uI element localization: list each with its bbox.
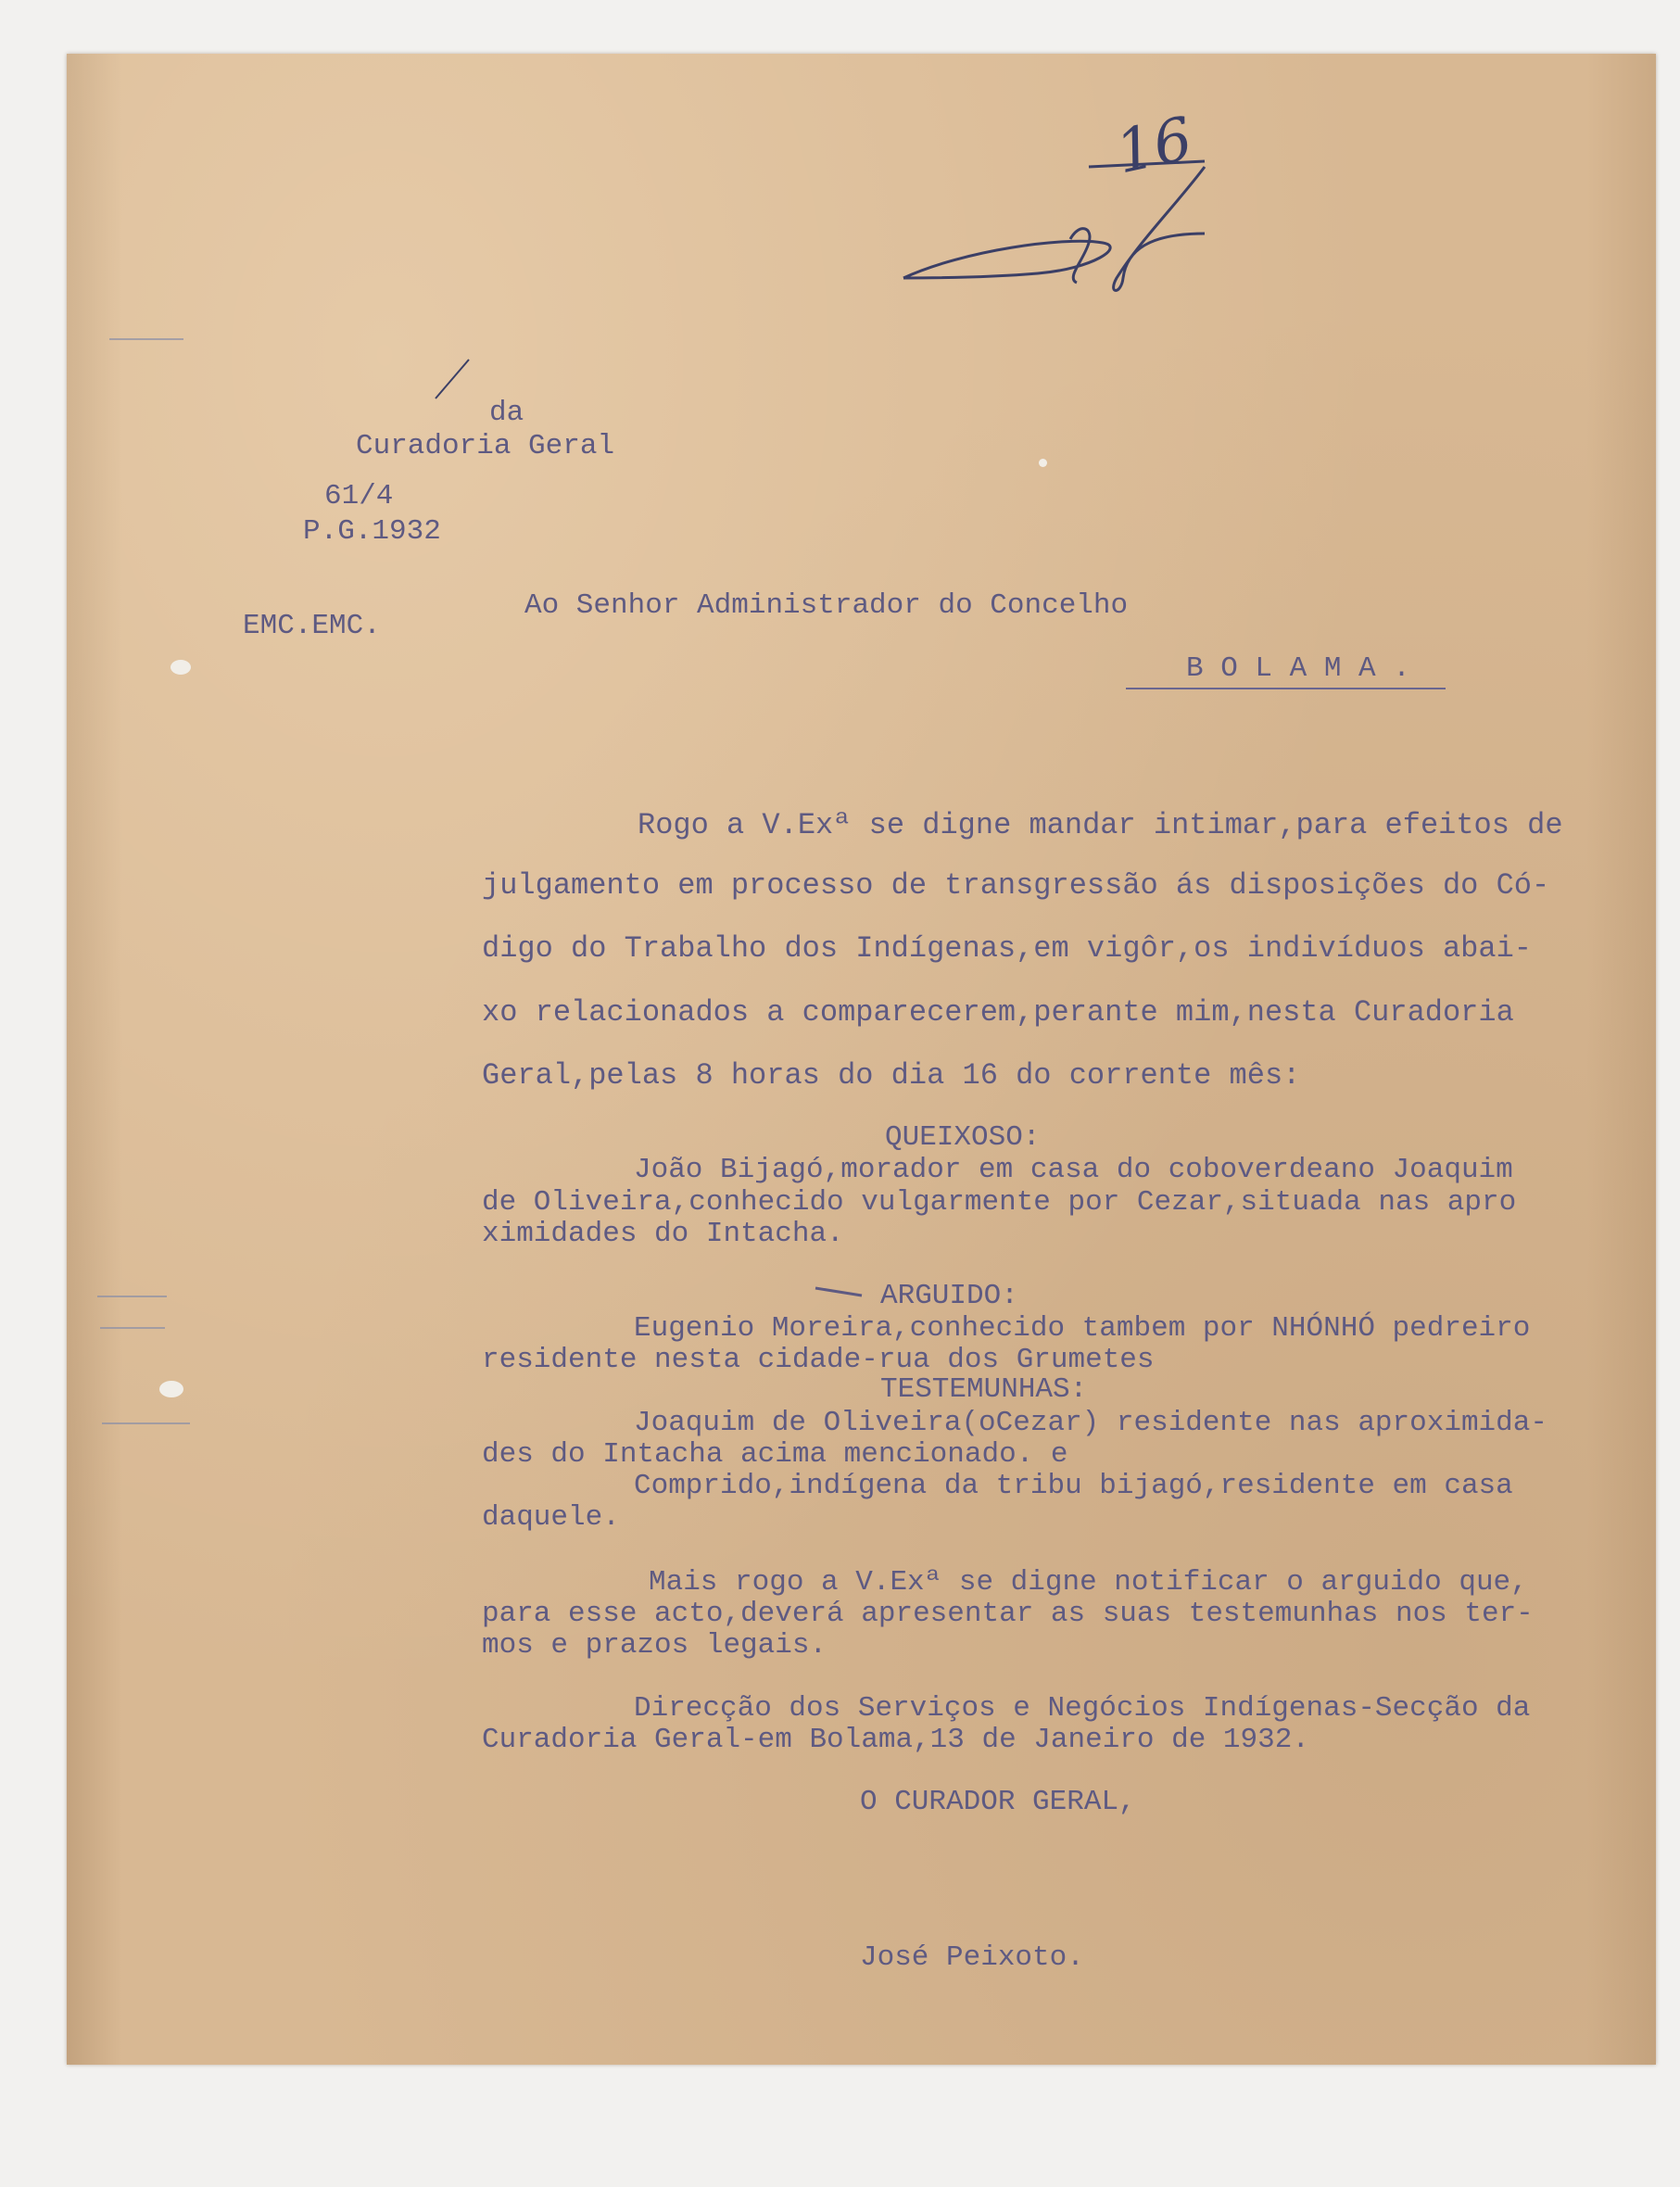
complainant-line-1: João Bijagó,morador em casa do coboverdeano Joaquim bbox=[634, 1154, 1513, 1186]
accused-line-1: Eugenio Moreira,conhecido tambem por NHÓNHÓ pedreiro bbox=[634, 1312, 1531, 1345]
witnesses-line-1: Joaquim de Oliveira(oCezar) residente nas aproximida- bbox=[634, 1407, 1547, 1439]
addressee-line: Ao Senhor Administrador do Concelho bbox=[524, 589, 1129, 622]
para2-line-2: para esse acto,deverá apresentar as suas testemunhas nos ter- bbox=[482, 1598, 1534, 1630]
place-underline bbox=[1126, 688, 1446, 689]
typist-initials: EMC.EMC. bbox=[243, 610, 381, 642]
complainant-line-3: ximidades do Intacha. bbox=[482, 1218, 844, 1250]
complainant-heading: QUEIXOSO: bbox=[885, 1121, 1041, 1154]
closing-title: O CURADOR GERAL, bbox=[860, 1786, 1136, 1818]
addressee-place: B O L A M A . bbox=[1186, 652, 1410, 685]
accused-line-2: residente nesta cidade-rua dos Grumetes bbox=[482, 1344, 1155, 1376]
para3-line-2: Curadoria Geral-em Bolama,13 de Janeiro de 1932. bbox=[482, 1724, 1309, 1756]
folio-number: 16 bbox=[1110, 105, 1199, 188]
para2-line-3: mos e prazos legais. bbox=[482, 1629, 827, 1662]
witnesses-line-4: daquele. bbox=[482, 1501, 620, 1534]
witnesses-line-3: Comprido,indígena da tribu bijagó,residente em casa bbox=[634, 1470, 1513, 1502]
para3-line-1: Direcção dos Serviços e Negócios Indígenas-Secção da bbox=[634, 1692, 1531, 1725]
header-office: Curadoria Geral bbox=[356, 430, 615, 462]
para2-line-1: Mais rogo a V.Exª se digne notificar o arguido que, bbox=[649, 1566, 1528, 1599]
witnesses-heading: TESTEMUNHAS: bbox=[880, 1373, 1088, 1406]
para1-line-3: digo do Trabalho dos Indígenas,em vigôr,os indivíduos abai- bbox=[482, 931, 1532, 966]
header-da: da bbox=[489, 397, 524, 429]
para1-line-5: Geral,pelas 8 horas do dia 16 do corrente mês: bbox=[482, 1058, 1301, 1093]
para1-line-4: xo relacionados a comparecerem,perante mim,nesta Curadoria bbox=[482, 995, 1514, 1030]
reference-number: 61/4 bbox=[324, 480, 394, 512]
accused-heading: ARGUIDO: bbox=[880, 1280, 1018, 1312]
witnesses-line-2: des do Intacha acima mencionado. e bbox=[482, 1438, 1068, 1471]
reference-code: P.G.1932 bbox=[303, 515, 441, 548]
signature-name: José Peixoto. bbox=[860, 1941, 1084, 1974]
para1-line-2: julgamento em processo de transgressão ás disposições do Có- bbox=[482, 868, 1550, 903]
complainant-line-2: de Oliveira,conhecido vulgarmente por Cezar,situada nas apro bbox=[482, 1186, 1517, 1219]
para1-line-1: Rogo a V.Exª se digne mandar intimar,para efeitos de bbox=[638, 808, 1563, 842]
